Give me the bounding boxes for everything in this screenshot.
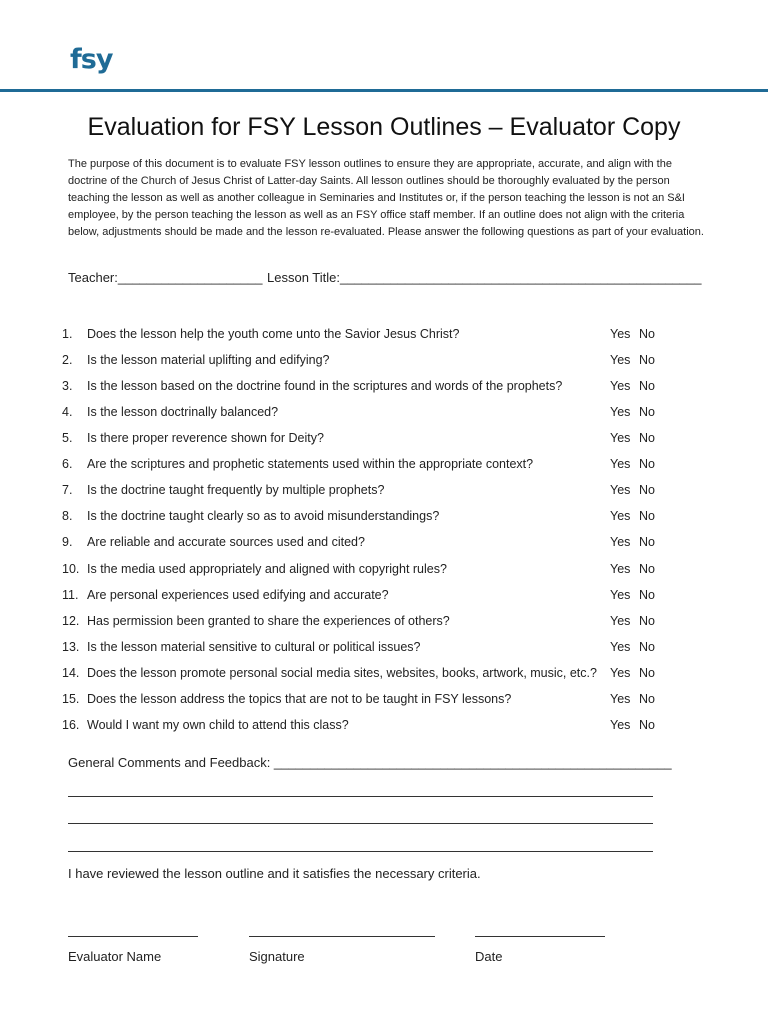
no-option[interactable]: No: [639, 692, 655, 706]
yes-option[interactable]: Yes: [610, 509, 631, 523]
question-text: Does the lesson help the youth come unto the Savior Jesus Christ?: [87, 327, 460, 341]
question-row: [0, 509, 768, 529]
question-text: Is the lesson based on the doctrine found in the scriptures and words of the prophets?: [87, 379, 563, 393]
question-number: 9.: [62, 535, 73, 549]
no-option[interactable]: No: [639, 457, 655, 471]
question-text: Is there proper reverence shown for Deity?: [87, 431, 324, 445]
question-text: Are reliable and accurate sources used and cited?: [87, 535, 365, 549]
yes-option[interactable]: Yes: [610, 614, 631, 628]
question-text: Is the media used appropriately and aligned with copyright rules?: [87, 562, 447, 576]
teacher-field[interactable]: Teacher:____________________: [68, 270, 263, 285]
question-row: [0, 483, 768, 503]
question-number: 5.: [62, 431, 73, 445]
question-row: [0, 614, 768, 634]
question-text: Is the doctrine taught frequently by multiple prophets?: [87, 483, 385, 497]
question-number: 14.: [62, 666, 80, 680]
no-option[interactable]: No: [639, 353, 655, 367]
no-option[interactable]: No: [639, 640, 655, 654]
question-row: [0, 718, 768, 738]
signature-line[interactable]: [249, 936, 435, 937]
date-line[interactable]: [475, 936, 605, 937]
question-text: Is the lesson material uplifting and edifying?: [87, 353, 330, 367]
question-row: [0, 588, 768, 608]
question-number: 10.: [62, 562, 80, 576]
question-number: 7.: [62, 483, 73, 497]
question-row: [0, 431, 768, 451]
header-divider: [0, 89, 768, 92]
question-text: Are the scriptures and prophetic statements used within the appropriate context?: [87, 457, 534, 471]
comments-line[interactable]: [68, 823, 653, 824]
review-statement: I have reviewed the lesson outline and it satisfies the necessary criteria.: [68, 866, 481, 881]
question-number: 13.: [62, 640, 80, 654]
yes-option[interactable]: Yes: [610, 327, 631, 341]
question-number: 1.: [62, 327, 73, 341]
question-row: [0, 379, 768, 399]
no-option[interactable]: No: [639, 588, 655, 602]
question-row: [0, 666, 768, 686]
question-number: 12.: [62, 614, 80, 628]
evaluator-name-label: Evaluator Name: [68, 949, 162, 964]
question-text: Has permission been granted to share the experiences of others?: [87, 614, 450, 628]
no-option[interactable]: No: [639, 405, 655, 419]
comments-line[interactable]: [68, 796, 653, 797]
question-text: Does the lesson address the topics that are not to be taught in FSY lessons?: [87, 692, 512, 706]
no-option[interactable]: No: [639, 483, 655, 497]
question-row: [0, 405, 768, 425]
no-option[interactable]: No: [639, 666, 655, 680]
date-label: Date: [475, 949, 503, 964]
question-row: [0, 353, 768, 373]
no-option[interactable]: No: [639, 614, 655, 628]
yes-option[interactable]: Yes: [610, 431, 631, 445]
fsy-logo: fsy: [70, 44, 113, 75]
comments-label[interactable]: General Comments and Feedback: _______________________________________________________: [68, 755, 672, 770]
no-option[interactable]: No: [639, 379, 655, 393]
question-text: Is the doctrine taught clearly so as to avoid misunderstandings?: [87, 509, 440, 523]
signature-label: Signature: [249, 949, 305, 964]
no-option[interactable]: No: [639, 327, 655, 341]
yes-option[interactable]: Yes: [610, 379, 631, 393]
question-text: Is the lesson material sensitive to cultural or political issues?: [87, 640, 421, 654]
question-row: [0, 640, 768, 660]
question-row: [0, 692, 768, 712]
no-option[interactable]: No: [639, 509, 655, 523]
yes-option[interactable]: Yes: [610, 535, 631, 549]
question-number: 6.: [62, 457, 73, 471]
question-number: 16.: [62, 718, 80, 732]
yes-option[interactable]: Yes: [610, 640, 631, 654]
no-option[interactable]: No: [639, 431, 655, 445]
page-title: Evaluation for FSY Lesson Outlines – Evaluator Copy: [87, 113, 681, 141]
yes-option[interactable]: Yes: [610, 666, 631, 680]
evaluator-name-line[interactable]: [68, 936, 198, 937]
no-option[interactable]: No: [639, 562, 655, 576]
question-text: Are personal experiences used edifying and accurate?: [87, 588, 389, 602]
question-row: [0, 457, 768, 477]
yes-option[interactable]: Yes: [610, 692, 631, 706]
question-number: 15.: [62, 692, 80, 706]
question-row: [0, 327, 768, 347]
comments-line[interactable]: [68, 851, 653, 852]
question-number: 4.: [62, 405, 73, 419]
question-number: 2.: [62, 353, 73, 367]
yes-option[interactable]: Yes: [610, 457, 631, 471]
question-row: [0, 535, 768, 555]
yes-option[interactable]: Yes: [610, 405, 631, 419]
question-row: [0, 562, 768, 582]
no-option[interactable]: No: [639, 718, 655, 732]
yes-option[interactable]: Yes: [610, 588, 631, 602]
question-number: 11.: [62, 588, 79, 602]
question-text: Would I want my own child to attend this class?: [87, 718, 349, 732]
question-number: 3.: [62, 379, 73, 393]
question-text: Is the lesson doctrinally balanced?: [87, 405, 279, 419]
intro-paragraph: The purpose of this document is to evaluate FSY lesson outlines to ensure they are appropriate, accurate, and align with the doctrine of the Church of Jesus Christ of Latter-day Saints. All lesson outlines should be thoroughly evaluated by the person teaching the lesson as well as another colleague in Seminaries and Institutes or, if the person teaching the lesson is not an S&I employee, by the person teaching the lesson as well as an FSY office staff member. If an outline does not align with the criteria below, adjustments should be made and the lesson re-evaluated. Please answer the following questions as part of your evaluation.: [68, 158, 704, 238]
question-number: 8.: [62, 509, 73, 523]
yes-option[interactable]: Yes: [610, 353, 631, 367]
question-text: Does the lesson promote personal social media sites, websites, books, artwork, music, etc.?: [87, 666, 597, 680]
yes-option[interactable]: Yes: [610, 718, 631, 732]
no-option[interactable]: No: [639, 535, 655, 549]
yes-option[interactable]: Yes: [610, 562, 631, 576]
yes-option[interactable]: Yes: [610, 483, 631, 497]
lesson-title-field[interactable]: Lesson Title:__________________________________________________: [267, 270, 702, 285]
